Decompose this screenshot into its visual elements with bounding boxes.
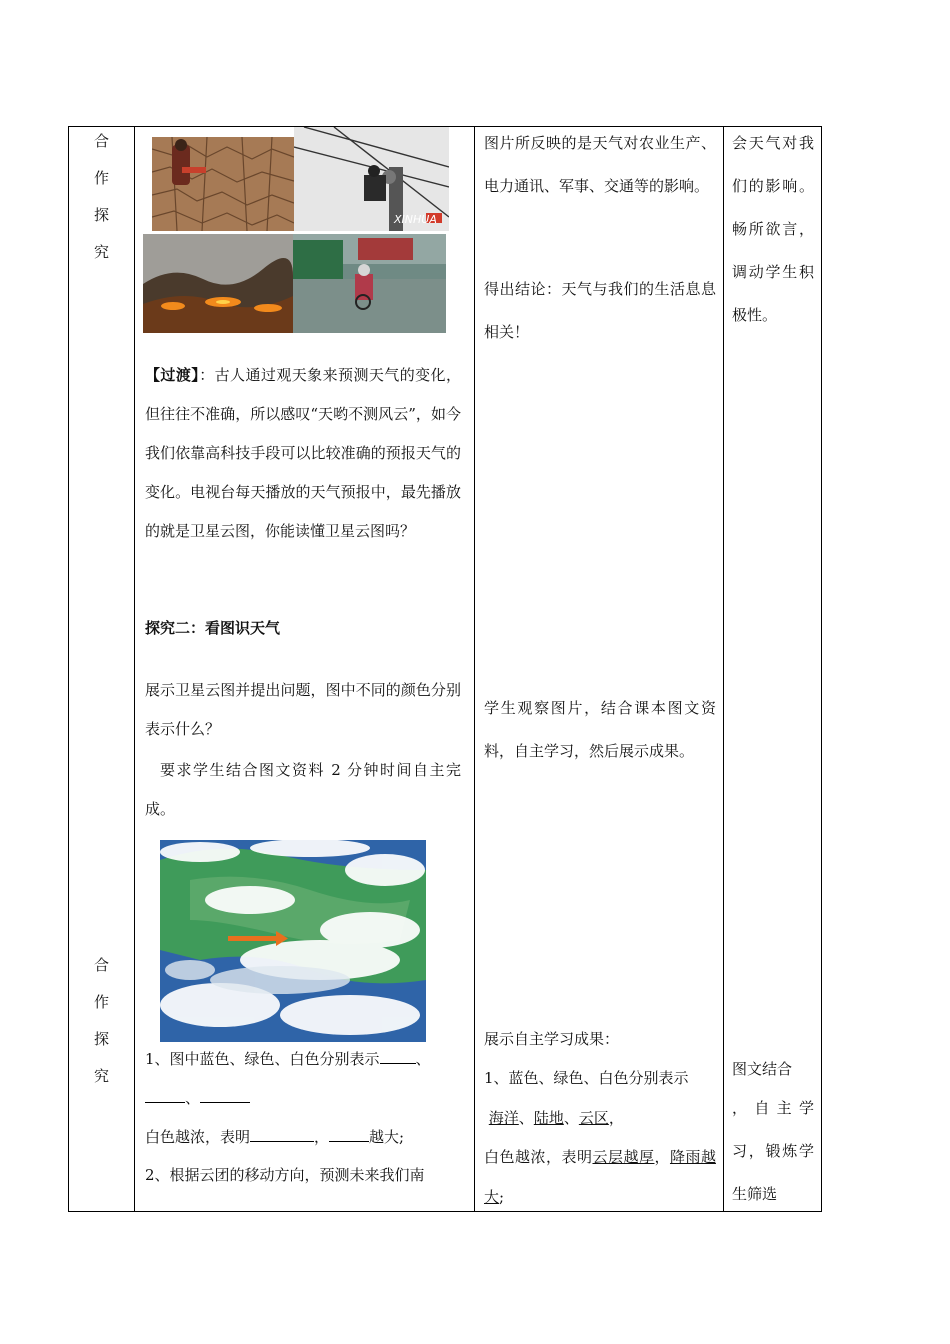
separator: ; — [499, 1188, 505, 1206]
lesson-table — [68, 126, 822, 1212]
powerline-repair-photo — [294, 127, 449, 231]
stage-char: 探 — [93, 206, 109, 224]
transition-paragraph — [145, 356, 461, 551]
show-results-title: 展示自主学习成果： — [484, 1030, 620, 1048]
observe-text: 学生观察图片，结合课本图文资料，自主学习，然后展示成果。 — [484, 699, 716, 760]
answer-blank[interactable] — [145, 1087, 185, 1103]
stage-label-bottom — [69, 947, 134, 1095]
answer-text: 白色越浓，表明 — [484, 1148, 593, 1166]
stage-column — [69, 127, 134, 1211]
answer-blank[interactable] — [250, 1126, 314, 1142]
stage-char: 作 — [93, 993, 109, 1011]
answer-blank[interactable] — [380, 1048, 416, 1064]
photo-watermark: XINHUA — [394, 213, 437, 226]
stage-char: 合 — [93, 132, 109, 150]
separator: 、 — [415, 1050, 431, 1068]
separator: ， — [314, 1128, 330, 1146]
require-text: 要求学生结合图文资料 2 分钟时间自主完成。 — [145, 761, 461, 818]
separator: ， — [608, 1109, 624, 1127]
answer-2 — [484, 1137, 716, 1217]
answer-thick-cloud: 云层越厚 — [592, 1148, 655, 1166]
show-cloud-map-text: 展示卫星云图并提出问题，图中不同的颜色分别表示什么？ — [145, 681, 461, 738]
question-1 — [145, 1040, 465, 1118]
intent-column — [724, 127, 821, 1211]
conclusion-text: 得出结论：天气与我们的生活息息相关！ — [484, 280, 716, 341]
question-text: 白色越浓，表明 — [145, 1128, 251, 1146]
stage-char: 探 — [93, 1030, 109, 1048]
teacher-column — [135, 127, 474, 1211]
separator: 、 — [185, 1089, 201, 1107]
answer-blank[interactable] — [200, 1087, 250, 1103]
answer-ocean: 海洋 — [488, 1109, 519, 1127]
answer-land: 陆地 — [533, 1109, 564, 1127]
stage-char: 合 — [93, 956, 109, 974]
flood-street-photo — [293, 234, 446, 333]
question-1-text: 1、图中蓝色、绿色、白色分别表示 — [145, 1050, 380, 1068]
student-column — [475, 127, 723, 1211]
answer-1 — [484, 1058, 716, 1138]
answer-blank[interactable] — [329, 1126, 369, 1142]
answer-cloud: 云区 — [578, 1109, 609, 1127]
separator: 、 — [518, 1109, 534, 1127]
question-1-line2 — [145, 1119, 465, 1155]
stage-char: 作 — [93, 169, 109, 187]
separator: ， — [654, 1148, 670, 1166]
intent-top-text: 会天气对我们的影响。畅所欲言，调动学生积极性。 — [732, 134, 814, 324]
question-text: 越大; — [369, 1128, 405, 1146]
stage-char: 究 — [93, 243, 109, 261]
wildfire-photo — [143, 234, 293, 333]
answer-text: 1、蓝色、绿色、白色分别表示 — [484, 1069, 689, 1087]
stage-label-top — [69, 123, 134, 271]
drought-photo — [152, 137, 294, 231]
intent-bottom-title: 图文结合 — [732, 1060, 793, 1078]
section-title: 探究二：看图识天气 — [145, 619, 281, 637]
stage-char: 究 — [93, 1067, 109, 1085]
separator: 、 — [563, 1109, 579, 1127]
transition-text: ：古人通过观天象来预测天气的变化，但往往不准确，所以感叹“天哟不测风云”，如今我们依靠高科技手段可以比较准确的预报天气的变化。电视台每天播放的天气预报中，最先播放的就是卫星云图，你能读懂卫星云图吗？ — [145, 366, 461, 540]
question-2: 2、根据云团的移动方向，预测未来我们南 — [145, 1166, 425, 1184]
intent-bottom-text: ，自主学习，锻炼学生筛选 — [732, 1099, 814, 1203]
answer-rain: 降雨越大 — [484, 1148, 716, 1206]
satellite-cloud-map — [160, 840, 426, 1042]
transition-label: 【过渡】 — [145, 366, 200, 384]
reflect-text: 图片所反映的是天气对农业生产、电力通讯、军事、交通等的影响。 — [484, 134, 716, 195]
